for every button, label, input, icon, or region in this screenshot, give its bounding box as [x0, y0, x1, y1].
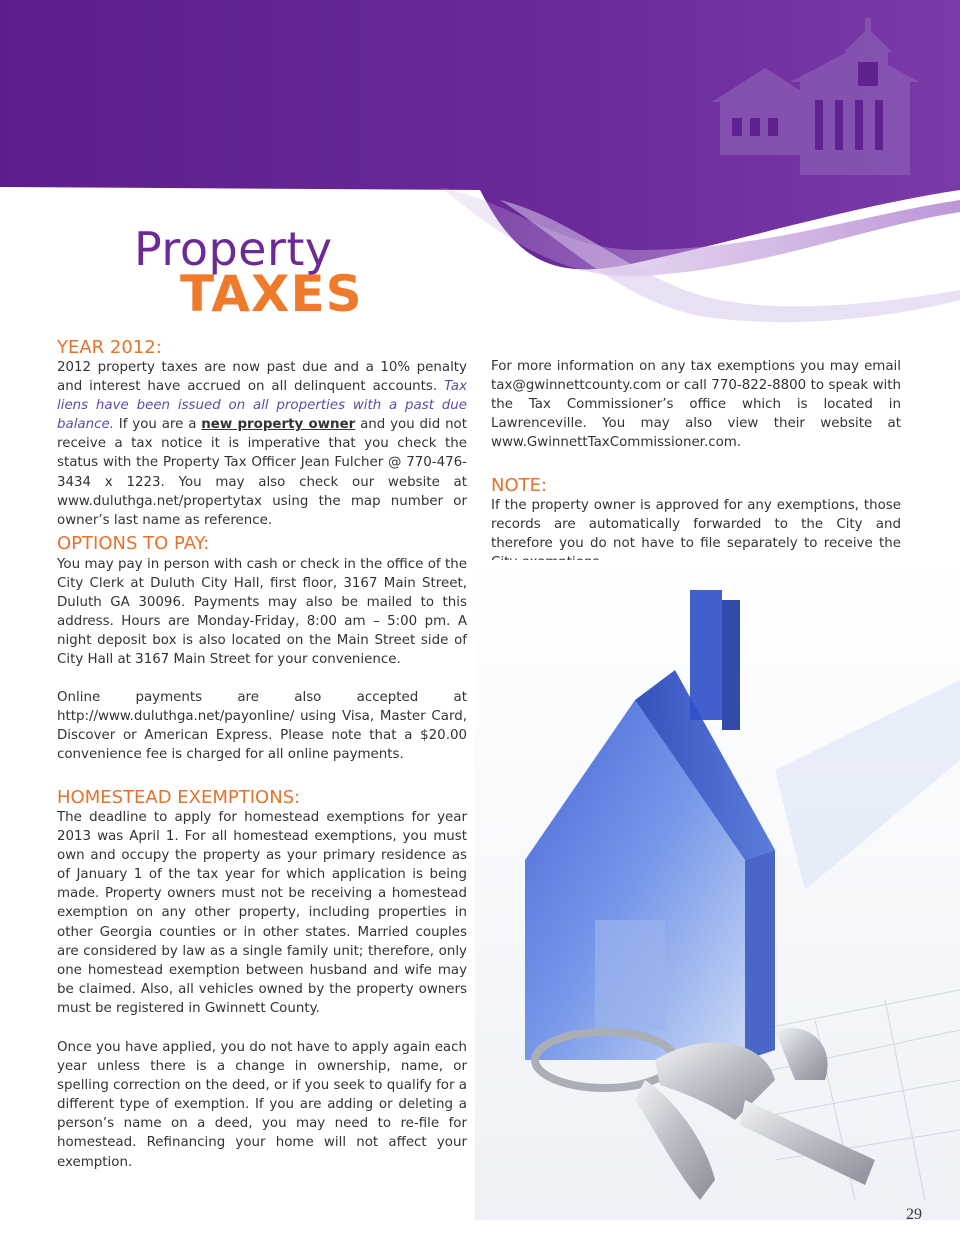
note-paragraph: If the property owner is approved for any exemptions, those records are automatically forwarded to the City and therefore you do not have to file separately to receive the — [491, 498, 901, 552]
options-paragraph-1: You may pay in person with cash or check in the office of the City Clerk at Duluth City Hall, first floor, 3167 Main Street, Duluth GA 30096. Payments may also be mailed to this address. Hours are Monday-Friday, 8:00 am – 5:00 pm. A night deposit box is also located on the Main Street side of City Hall at 3167 Main Street for your convenience. — [57, 557, 467, 668]
heading-options-to-pay: OPTIONS TO PAY: — [57, 533, 210, 554]
page-number: 29 — [906, 1206, 922, 1223]
tax-liens-note: Tax liens have been issued on all properties with a past due balance. — [57, 379, 467, 433]
heading-year-2012: YEAR 2012: — [57, 337, 162, 358]
year-2012-paragraph: 2012 property taxes are now past due and a 10% penalty and interest have accrued on all delinquent accounts. Tax liens have been issued on all properties with a past due balance. If you are a new property owner and you did not receive a tax notice it is imperative that you check the status with the Property Tax Officer Jean Fulcher @ 770-476-3434 x 1223. You may also check our website at www.duluthga.net/propertytax using the map number or owner’s last name as reference. — [57, 360, 467, 528]
homestead-paragraph-2: Once you have applied, you do not have to apply again each year unless there is a change in ownership, name, or spelling correction on the deed, or if you seek to qualify for a different type of exemption. If you are adding or deleting a person’s name on a deed, you may need to re-file for homestead. Refinancing your home will not affect your exemption. — [57, 1040, 467, 1170]
page-title — [134, 222, 363, 326]
homestead-paragraph-1: The deadline to apply for homestead exemptions for year 2013 was April 1. For all homestead exemptions, you must own and occupy the property as your primary residence as of January 1 of the tax year for which application is being made. Property owners must not be receiving a homestead exemption on any other property, including properties in other Georgia counties or in other states. Married couples are considered by law as a single family unit; therefore, only one homestead exemption between husband and wife may be claimed. Also, all vehicles owned by the property owners must be registered in Gwinnett County. — [57, 810, 467, 1016]
options-paragraph-2: Online payments are also accepted at http://www.duluthga.net/payonline/ using Visa, Master Card, Discover or American Express. Please note that a $20.00 convenience fee is charged for all online payments. — [57, 690, 467, 763]
heading-note: NOTE: — [491, 475, 548, 496]
title-property: Property — [134, 222, 333, 276]
title-taxes: TAXES — [180, 265, 363, 323]
house-and-keys-image — [475, 560, 960, 1220]
more-info-paragraph: For more information on any tax exemptions you may email tax@gwinnettcounty.com or call 770-822-8800 to speak with the Tax Commissioner’s office which is located in Lawrenceville. You may also view their website at www.GwinnettTaxCommissioner.com. — [491, 359, 901, 451]
heading-homestead-exemptions: HOMESTEAD EXEMPTIONS: — [57, 787, 301, 808]
new-property-owner-emphasis: new property owner — [201, 417, 356, 433]
